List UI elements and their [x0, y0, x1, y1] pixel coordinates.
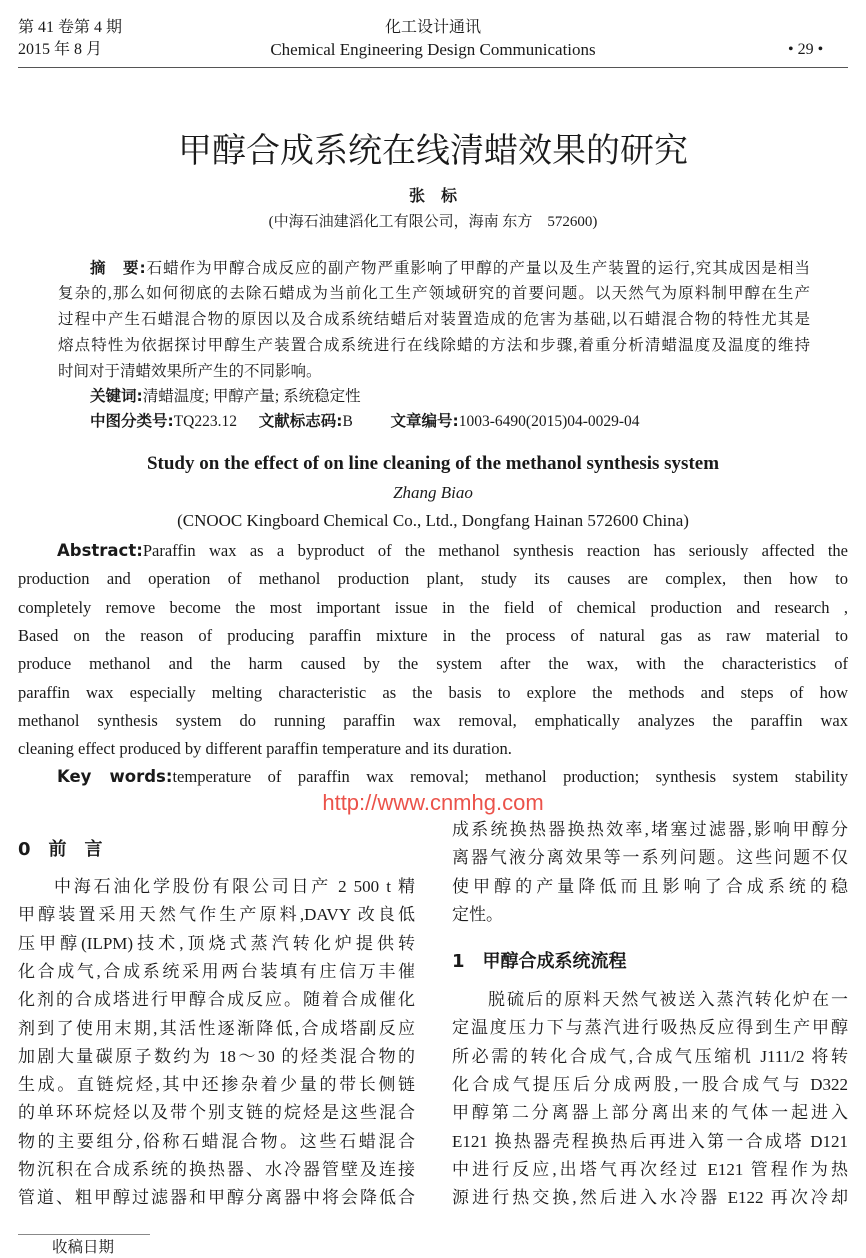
keywords-cn [90, 386, 361, 407]
body-line: 化合成气提压后分成两股,一股合成气与 D322 [452, 1074, 848, 1094]
journal-volume: 第 41 卷第 4 期 [18, 19, 123, 36]
body-line: 中海石油化学股份有限公司日产 2 500 t 精 [54, 877, 415, 896]
abstract-en-line: Based on the reason of producing paraffin mixture in the process of natural gas as raw material to [18, 625, 848, 645]
watermark: http://www.cnmhg.com [322, 790, 544, 815]
body-line: 物沉积在合成系统的换热器、水冷器管壁及连接 [18, 1160, 415, 1179]
body-line: 所必需的转化合成气,合成气压缩机 J111/2 将转 [452, 1046, 848, 1066]
abstract-en-line: production and operation of methanol production plant, study its causes are complex, then how to [18, 569, 848, 589]
abstract-en-line [57, 540, 848, 562]
abstract-cn-line: 过程中产生石蜡混合物的原因以及合成系统结蜡后对装置造成的危害为基础,以石蜡混合物的特性尤其是 [58, 311, 810, 328]
body-line: 脱硫后的原料天然气被送入蒸汽转化炉在一 [488, 990, 848, 1009]
body-line: 甲醇第二分离器上部分离出来的气体一起进入 [452, 1103, 848, 1123]
abstract-cn-line: 复杂的,那么如何彻底的去除石蜡成为当前化工生产领域研究的首要问题。以天然气为原料制甲醇在生产 [58, 285, 810, 302]
title-en: Study on the effect of on line cleaning of the methanol synthesis system [146, 453, 720, 474]
body-line: 化剂的合成塔进行甲醇合成反应。随着合成催化 [18, 990, 415, 1010]
abstract-text: 石蜡作为甲醇合成反应的副产物严重影响了甲醇的产量以及生产装置的运行,究其成因是相当 [145, 260, 810, 277]
abstract-en-line: methanol synthesis system do running paraffin wax removal, emphatically analyzes the paraffin wax [18, 710, 848, 730]
body-line: 定温度压力下与蒸汽进行吸热反应得到生产甲醇 [452, 1018, 848, 1038]
body-line: E121 换热器壳程换热后再进入第一合成塔 D121 [452, 1131, 848, 1151]
abstract-label: Abstract: [57, 541, 143, 560]
body-line: 化合成气,合成系统采用两台装填有庄信万丰催 [18, 961, 415, 981]
journal-name-cn: 化工设计通讯 [384, 19, 482, 36]
abstract-en-line: produce methanol and the harm caused by the system after the wax, with the characteristics of [18, 654, 848, 674]
abstract-label: 摘 要: [90, 259, 146, 277]
page-title: 甲醇合成系统在线清蜡效果的研究 [178, 131, 688, 171]
keywords-en-value: temperature of paraffin wax removal; methanol production; synthesis system stability [172, 767, 848, 786]
section-heading-1: 1 甲醇合成系统流程 [452, 951, 627, 972]
body-line: 的单环环烷烃以及带个别支链的烷烃是这些混合 [18, 1103, 415, 1123]
author-cn: 张 标 [408, 188, 458, 205]
body-line: 成系统换热器换热效率,堵塞过滤器,影响甲醇分 [452, 820, 848, 839]
affiliation-en: (CNOOC Kingboard Chemical Co., Ltd., Dongfang Hainan 572600 China) [177, 511, 689, 530]
keywords-label: 关键词: [90, 387, 143, 405]
body-line: 压甲醇(ILPM)技术,顶烧式蒸汽转化炉提供转 [18, 933, 415, 953]
abstract-text: Paraffin wax as a byproduct of the methanol synthesis reaction has seriously affected the [142, 541, 848, 560]
body-line: 离器气液分离效果等一系列问题。这些问题不仅 [452, 848, 848, 868]
abstract-cn-line [90, 258, 810, 279]
journal-name-en: Chemical Engineering Design Communications [270, 40, 596, 59]
classification-line [90, 411, 640, 432]
abstract-cn-line: 时间对于清蜡效果所产生的不同影响。 [58, 363, 322, 380]
footnote-rule [18, 1234, 150, 1235]
body-line: 加剧大量碳原子数约为 18～30 的烃类混合物的 [18, 1046, 415, 1066]
body-line: 使甲醇的产量降低而且影响了合成系统的稳 [452, 876, 848, 896]
abstract-en-line: paraffin wax especially melting characteristic as the basis to explore the methods and steps of how [18, 682, 848, 702]
author-en: Zhang Biao [393, 483, 473, 502]
body-line: 中进行反应,出塔气再次经过 E121 管程作为热 [452, 1159, 848, 1179]
body-line: 生成。直链烷烃,其中还掺杂着少量的带长侧链 [18, 1075, 415, 1095]
footnote: 收稿日期 [52, 1239, 115, 1256]
section-heading-0: 0 前 言 [18, 839, 103, 860]
body-line: 定性。 [452, 904, 503, 924]
journal-date: 2015 年 8 月 [18, 41, 103, 58]
body-line: 源进行热交换,然后进入水冷器 E122 再次冷却 [452, 1188, 848, 1208]
doc-code-label: 文献标志码: [258, 412, 343, 430]
body-line: 甲醇装置采用天然气作生产原料,DAVY 改良低 [18, 905, 415, 925]
clc-label: 中图分类号: [90, 412, 174, 430]
body-line: 剂到了使用末期,其活性逐渐降低,合成塔副反应 [18, 1018, 415, 1038]
keywords-en-label: Key words: [57, 767, 173, 786]
affiliation-cn: (中海石油建滔化工有限公司，海南 东方 572600) [268, 214, 598, 230]
article-no-label: 文章编号: [390, 412, 459, 430]
body-line: 管道、粗甲醇过滤器和甲醇分离器中将会降低合 [18, 1188, 415, 1208]
abstract-cn-line: 熔点特性为依据探讨甲醇生产装置合成系统进行在线除蜡的方法和步骤,着重分析清蜡温度及温度的维持 [58, 337, 810, 354]
body-line: 物的主要组分,俗称石蜡混合物。这些石蜡混合 [18, 1131, 415, 1151]
keywords-en [57, 766, 848, 788]
clc-value: TQ223.12 [173, 413, 237, 430]
article-no-value: 1003-6490(2015)04-0029-04 [458, 413, 640, 430]
doc-code-value: B [342, 413, 353, 430]
abstract-en-line: completely remove become the most important issue in the field of chemical production and research , [18, 597, 848, 617]
keywords-value: 清蜡温度; 甲醇产量; 系统稳定性 [142, 388, 361, 405]
header-rule [18, 67, 848, 68]
page-number: • 29 • [788, 41, 824, 58]
abstract-en-line: cleaning effect produced by different paraffin temperature and its duration. [18, 739, 512, 759]
